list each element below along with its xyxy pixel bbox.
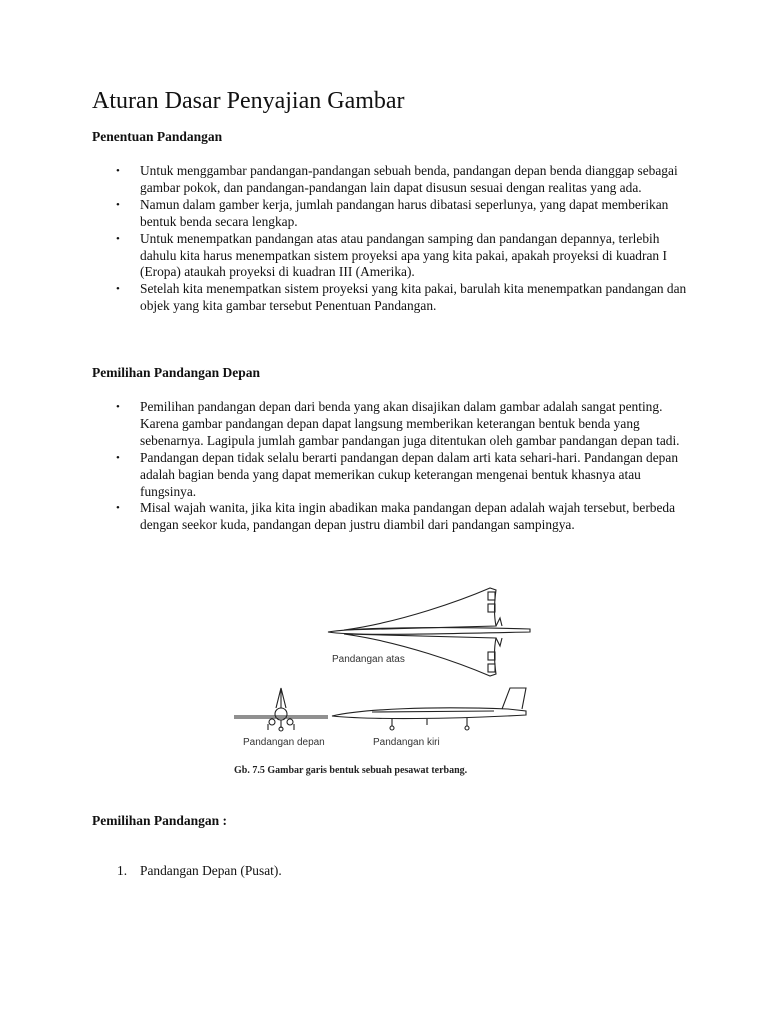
list-pemilihan-pandangan-depan — [92, 399, 692, 534]
list-item-text: Pandangan Depan (Pusat). — [140, 863, 282, 878]
list-item: • Pemilihan pandangan depan dari benda yang akan disajikan dalam gambar adalah sangat penting. Karena gambar pandangan depan dapat langsung memberikan keterangan bentuk benda yang sebenarnya. Lagipula jumlah gambar pandangan juga ditentukan oleh gambar pandangan depan tadi. — [92, 399, 692, 450]
numbered-list — [92, 863, 692, 880]
list-item: • Namun dalam gamber kerja, jumlah pandangan harus dibatasi seperlunya, yang dapat memberikan bentuk benda secara lengkap. — [92, 197, 692, 231]
list-item: • Setelah kita menempatkan sistem proyeksi yang kita pakai, barulah kita menempatkan pandangan dan objek yang kita gambar tersebut Penentuan Pandangan. — [92, 281, 692, 315]
airplane-figure — [232, 582, 532, 782]
page-title: Aturan Dasar Penyajian Gambar — [92, 88, 405, 114]
heading-pemilihan-pandangan: Pemilihan Pandangan : — [92, 813, 228, 828]
label-side-view: Pandangan kiri — [373, 737, 440, 748]
list-item: • Pandangan depan tidak selalu berarti pandangan depan dalam arti kata sehari-hari. Pandangan depan adalah bagian benda yang dapat memerikan cukup keterangan mengenai bentuk khasnya atau fungsinya. — [92, 450, 692, 501]
airplane-front-view — [234, 688, 328, 731]
airplane-side-view — [332, 688, 526, 730]
list-penentuan-pandangan — [92, 163, 692, 315]
list-number: 1. — [117, 863, 128, 878]
list-item: • Untuk menempatkan pandangan atas atau pandangan samping dan pandangan depannya, terlebih dahulu kita harus menempatkan sistem proyeksi apa yang kita pakai, apakah proyeksi di kuadran I (Eropa) ataukah proyeksi di kuadran III (Amerika). — [92, 231, 692, 282]
heading-penentuan-pandangan: Penentuan Pandangan — [92, 129, 223, 144]
list-item: • Untuk menggambar pandangan-pandangan sebuah benda, pandangan depan benda dianggap sebagai gambar pokok, dan pandangan-pandangan lain dapat disusun sesuai dengan realitas yang ada. — [92, 163, 692, 197]
label-front-view: Pandangan depan — [243, 737, 325, 748]
label-top-view: Pandangan atas — [332, 654, 405, 665]
airplane-drawing — [232, 582, 532, 782]
list-item — [92, 863, 692, 880]
heading-pemilihan-pandangan-depan: Pemilihan Pandangan Depan — [92, 365, 261, 380]
figure-caption: Gb. 7.5 Gambar garis bentuk sebuah pesawat terbang. — [234, 765, 468, 776]
list-item: • Misal wajah wanita, jika kita ingin abadikan maka pandangan depan adalah wajah tersebut, berbeda dengan seekor kuda, pandangan depan justru diambil dari pandangan sampingya. — [92, 500, 692, 534]
